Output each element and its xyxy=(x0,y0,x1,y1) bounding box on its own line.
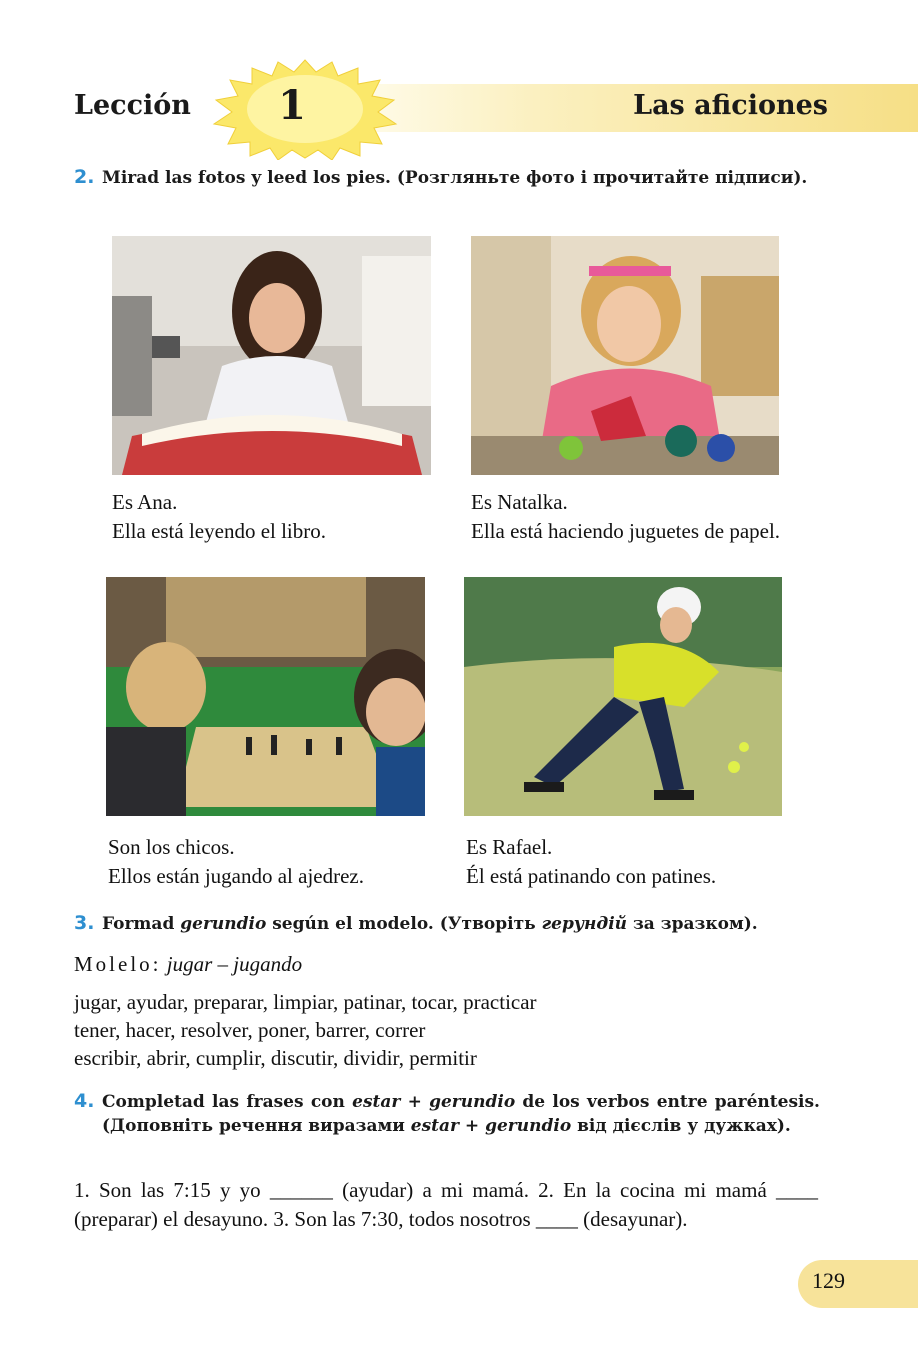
exercise-4 xyxy=(74,1090,820,1138)
model-label: Molelo: xyxy=(74,952,162,976)
instruction-text: Completad las frases con xyxy=(102,1092,353,1112)
exercise-instruction: Mirad las fotos y leed los pies. (Розгляньте фото і прочитайте підписи). xyxy=(102,168,808,188)
girl-making-paper-toys-photo xyxy=(471,236,779,475)
verb-list-line: escribir, abrir, cumplir, discutir, dividir, permitir xyxy=(74,1046,477,1070)
photo-caption xyxy=(471,488,780,546)
lesson-label: Lección xyxy=(74,90,191,121)
instruction-text: + xyxy=(459,1116,486,1136)
instruction-term: герундій xyxy=(541,914,628,934)
instruction-term: gerundio xyxy=(485,1116,572,1136)
caption-line: Es Ana. xyxy=(112,490,178,514)
photo-caption xyxy=(466,833,716,891)
caption-line: Son los chicos. xyxy=(108,835,235,859)
boy-rollerskating-photo xyxy=(464,577,782,816)
instruction-text: Formad xyxy=(102,914,181,934)
instruction-text: según el modelo. (Утворіть xyxy=(266,914,542,934)
exercise-number: 3. xyxy=(74,912,95,934)
instruction-text: + xyxy=(400,1092,430,1112)
caption-line: Ella está leyendo el libro. xyxy=(112,519,327,543)
caption-line: Ellos están jugando al ajedrez. xyxy=(108,864,364,888)
model-example: jugar – jugando xyxy=(161,952,303,976)
exercise-2 xyxy=(74,166,820,190)
exercise-instruction xyxy=(102,1090,820,1138)
lesson-number: 1 xyxy=(278,82,306,129)
exercise-sentences: 1. Son las 7:15 y yo ______ (ayudar) a mi mamá. 2. En la cocina mi mamá ____ (preparar) el desayuno. 3. Son las 7:30, todos nosotros ____ (desayunar). xyxy=(74,1178,818,1231)
boys-playing-chess-photo xyxy=(106,577,425,816)
verb-list-line: tener, hacer, resolver, poner, barrer, correr xyxy=(74,1018,426,1042)
instruction-term: estar xyxy=(352,1092,401,1112)
exercise-3 xyxy=(74,912,820,936)
caption-line: Es Natalka. xyxy=(471,490,568,514)
girl-reading-book-photo xyxy=(112,236,431,475)
caption-line: Es Rafael. xyxy=(466,835,553,859)
instruction-text: de los verbos entre paréntesis. (Доповніть речення виразами xyxy=(102,1092,820,1136)
caption-line: Él está patinando con patines. xyxy=(466,864,717,888)
instruction-text: від дієслів у дужках). xyxy=(571,1116,791,1136)
page-number: 129 xyxy=(812,1268,845,1293)
exercise-number: 2. xyxy=(74,166,95,188)
instruction-text: за зразком). xyxy=(627,914,758,934)
instruction-term: gerundio xyxy=(429,1092,516,1112)
lesson-topic: Las aficiones xyxy=(633,90,828,121)
exercise-instruction xyxy=(102,912,820,936)
header-band xyxy=(330,84,918,132)
photo-caption xyxy=(108,833,364,891)
instruction-term: estar xyxy=(410,1116,460,1136)
instruction-term: gerundio xyxy=(180,914,267,934)
verb-list-line: jugar, ayudar, preparar, limpiar, patinar, tocar, practicar xyxy=(74,990,537,1014)
exercise-number: 4. xyxy=(74,1090,95,1112)
model-line xyxy=(74,950,302,978)
photo-caption xyxy=(112,488,326,546)
caption-line: Ella está haciendo juguetes de papel. xyxy=(471,519,781,543)
